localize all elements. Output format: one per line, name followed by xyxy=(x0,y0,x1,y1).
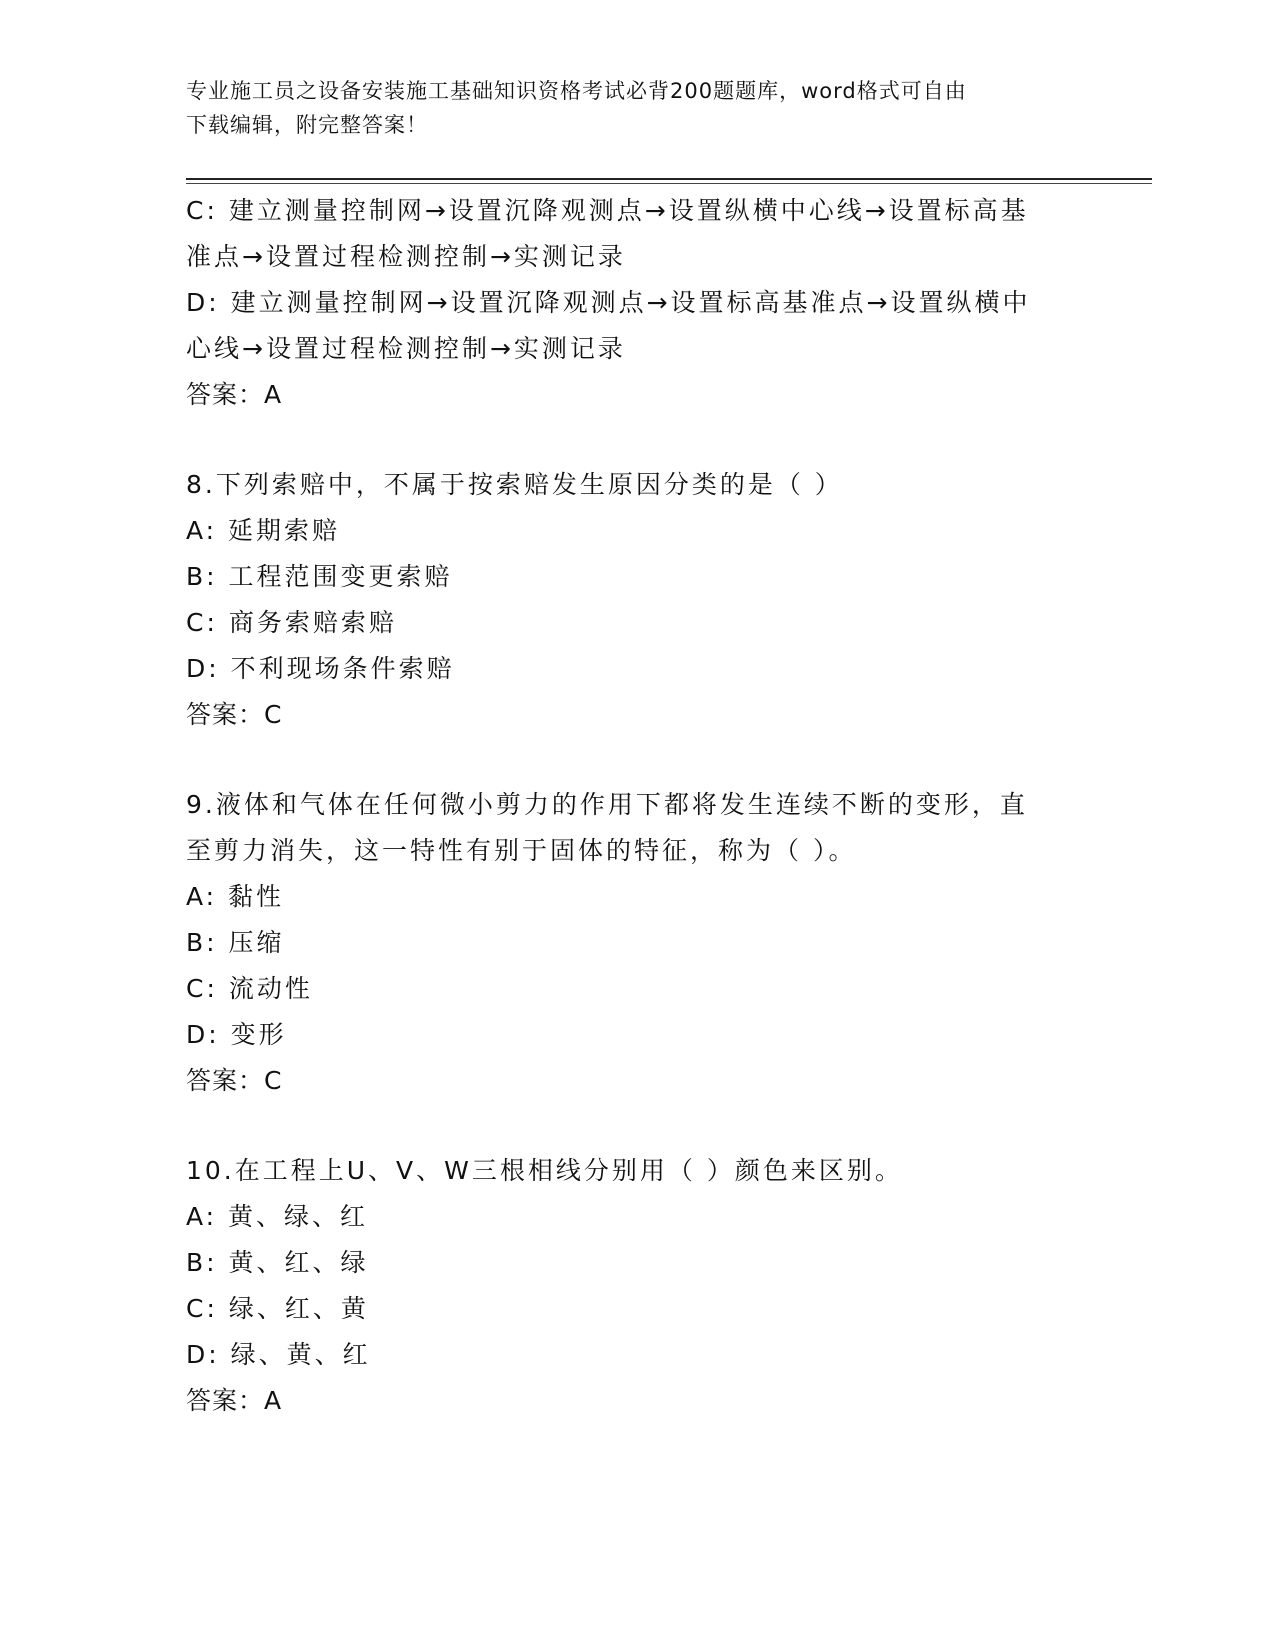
q7-option-c-line-1: C: 建立测量控制网→设置沉降观测点→设置纵横中心线→设置标高基 xyxy=(186,196,1029,225)
question-7-continuation xyxy=(186,188,1086,418)
q8-option-b: B: 工程范围变更索赔 xyxy=(186,562,453,591)
spacer xyxy=(186,418,1086,462)
q9-answer: 答案：C xyxy=(186,1066,283,1095)
q9-option-b: B: 压缩 xyxy=(186,928,285,957)
q9-question-text-line-2: 至剪力消失，这一特性有别于固体的特征，称为（ ）。 xyxy=(186,836,857,865)
spacer xyxy=(186,738,1086,782)
q8-answer: 答案：C xyxy=(186,700,283,729)
q7-option-d-line-1: D: 建立测量控制网→设置沉降观测点→设置标高基准点→设置纵横中 xyxy=(186,288,1031,317)
q10-option-d: D: 绿、黄、红 xyxy=(186,1340,371,1369)
q10-question-text: 10.在工程上U、V、W三根相线分别用（ ）颜色来区别。 xyxy=(186,1156,903,1185)
question-list xyxy=(186,188,1086,1424)
header-title-line-2: 下载编辑，附完整答案！ xyxy=(186,113,428,137)
q8-option-d: D: 不利现场条件索赔 xyxy=(186,654,455,683)
q10-option-c: C: 绿、红、黄 xyxy=(186,1294,369,1323)
document-header xyxy=(186,74,1066,142)
question-10 xyxy=(186,1148,1086,1424)
spacer xyxy=(186,1104,1086,1148)
q8-option-a: A: 延期索赔 xyxy=(186,516,341,545)
q9-question-text-line-1: 9.液体和气体在任何微小剪力的作用下都将发生连续不断的变形，直 xyxy=(186,790,1028,819)
q9-option-a: A: 黏性 xyxy=(186,882,285,911)
question-9 xyxy=(186,782,1086,1104)
q10-answer: 答案：A xyxy=(186,1386,283,1415)
q9-option-c: C: 流动性 xyxy=(186,974,313,1003)
q10-option-b: B: 黄、红、绿 xyxy=(186,1248,369,1277)
header-title-line-1: 专业施工员之设备安装施工基础知识资格考试必背200题题库，word格式可自由 xyxy=(186,79,967,103)
header-divider-thick xyxy=(186,178,1152,180)
q8-question-text: 8.下列索赔中，不属于按索赔发生原因分类的是（ ） xyxy=(186,470,843,499)
q9-option-d: D: 变形 xyxy=(186,1020,287,1049)
q7-option-c-line-2: 准点→设置过程检测控制→实测记录 xyxy=(186,242,626,271)
q7-option-d-line-2: 心线→设置过程检测控制→实测记录 xyxy=(186,334,626,363)
header-divider-thin xyxy=(186,183,1152,184)
question-8 xyxy=(186,462,1086,738)
q8-option-c: C: 商务索赔索赔 xyxy=(186,608,397,637)
q7-answer: 答案：A xyxy=(186,380,283,409)
q10-option-a: A: 黄、绿、红 xyxy=(186,1202,369,1231)
